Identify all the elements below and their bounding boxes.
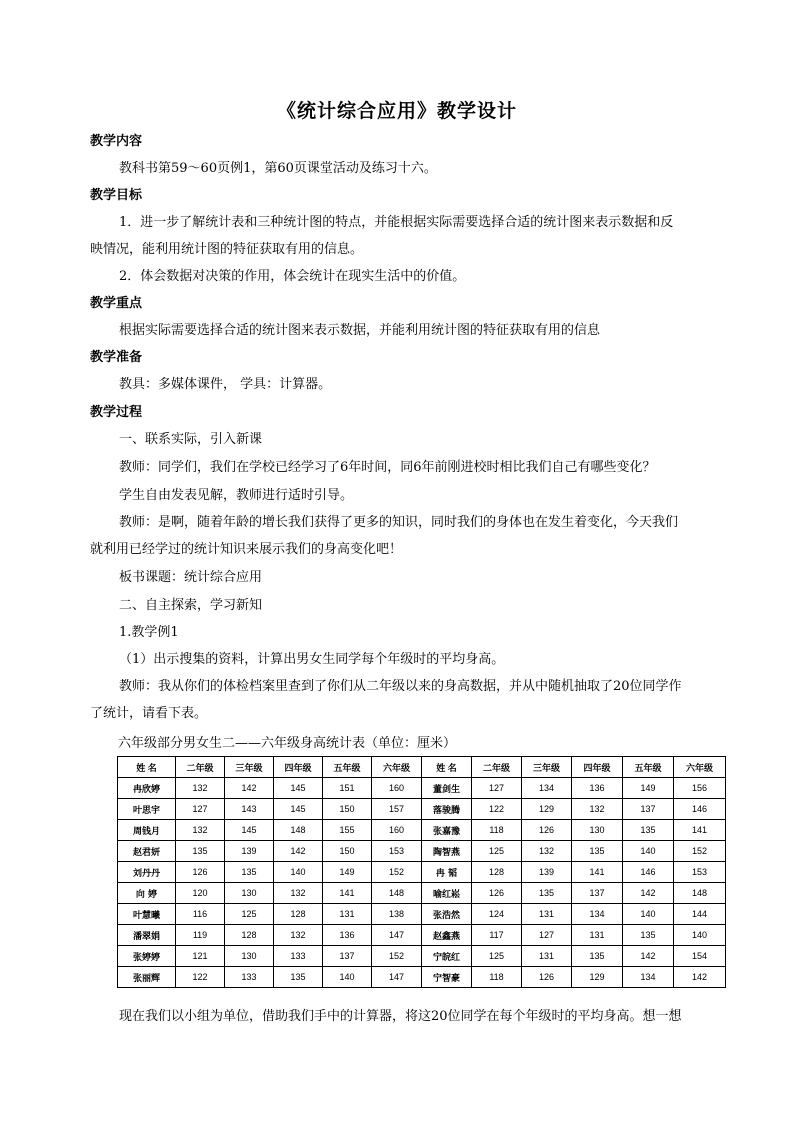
- student-name-cell: 张丽辉: [118, 967, 176, 988]
- height-value-cell: 128: [274, 904, 323, 925]
- height-value-cell: 154: [674, 946, 726, 967]
- student-name-cell: 陶智燕: [422, 841, 472, 862]
- height-value-cell: 135: [274, 967, 323, 988]
- height-value-cell: 155: [323, 820, 372, 841]
- heading-preparation: 教学准备: [90, 350, 143, 365]
- height-value-cell: 132: [176, 820, 225, 841]
- table-row: [118, 883, 726, 904]
- height-value-cell: 160: [372, 778, 422, 799]
- student-name-cell: 张嘉豫: [422, 820, 472, 841]
- height-value-cell: 142: [623, 883, 674, 904]
- table-header-cell: 姓 名: [118, 757, 176, 778]
- student-name-cell: 赵鑫燕: [422, 925, 472, 946]
- height-value-cell: 151: [323, 778, 372, 799]
- height-value-cell: 128: [225, 925, 274, 946]
- table-row: [118, 778, 726, 799]
- student-name-cell: 赵君妍: [118, 841, 176, 862]
- height-value-cell: 134: [572, 904, 623, 925]
- table-row: [118, 925, 726, 946]
- student-name-cell: 刘丹丹: [118, 862, 176, 883]
- student-name-cell: 喻红崧: [422, 883, 472, 904]
- height-value-cell: 140: [623, 841, 674, 862]
- height-value-cell: 131: [522, 904, 572, 925]
- process-example-1: 1.教学例1: [119, 625, 179, 640]
- height-value-cell: 135: [225, 862, 274, 883]
- height-value-cell: 126: [472, 883, 522, 904]
- table-header-cell: 三年级: [225, 757, 274, 778]
- height-value-cell: 144: [674, 904, 726, 925]
- height-value-cell: 140: [674, 925, 726, 946]
- height-value-cell: 122: [176, 967, 225, 988]
- height-value-cell: 126: [522, 820, 572, 841]
- height-value-cell: 129: [522, 799, 572, 820]
- heading-teaching-process: 教学过程: [90, 405, 143, 420]
- height-value-cell: 141: [572, 862, 623, 883]
- height-value-cell: 153: [372, 841, 422, 862]
- key-points-text: 根据实际需要选择合适的统计图来表示数据，并能利用统计图的特征获取有用的信息: [119, 323, 601, 338]
- goal-2: 2．体会数据对决策的作用，体会统计在现实生活中的价值。: [119, 269, 466, 284]
- height-value-cell: 142: [274, 841, 323, 862]
- table-header-cell: 六年级: [372, 757, 422, 778]
- height-value-cell: 135: [572, 946, 623, 967]
- table-header-cell: 三年级: [522, 757, 572, 778]
- process-paragraph-4-line2: 就利用已经学过的统计知识来展示我们的身高变化吧！: [90, 542, 403, 557]
- height-value-cell: 130: [225, 883, 274, 904]
- preparation-text: 教具：多媒体课件， 学具：计算器。: [119, 377, 332, 392]
- height-value-cell: 150: [323, 841, 372, 862]
- student-name-cell: 冉 韬: [422, 862, 472, 883]
- table-header-cell: 六年级: [674, 757, 726, 778]
- student-name-cell: 张浩然: [422, 904, 472, 925]
- height-value-cell: 124: [472, 904, 522, 925]
- height-value-cell: 145: [274, 778, 323, 799]
- height-value-cell: 133: [274, 946, 323, 967]
- height-value-cell: 135: [572, 841, 623, 862]
- height-value-cell: 118: [472, 820, 522, 841]
- height-value-cell: 156: [674, 778, 726, 799]
- height-value-cell: 141: [323, 883, 372, 904]
- height-value-cell: 135: [176, 841, 225, 862]
- height-value-cell: 132: [572, 799, 623, 820]
- table-body: [118, 778, 726, 988]
- height-value-cell: 134: [522, 778, 572, 799]
- table-header-row: [118, 757, 726, 778]
- height-value-cell: 130: [572, 820, 623, 841]
- table-caption: 六年级部分男女生二——六年级身高统计表（单位：厘米）: [118, 736, 457, 751]
- after-table-text: 现在我们以小组为单位，借助我们手中的计算器，将这20位同学在每个年级时的平均身高。想一想: [119, 1009, 682, 1024]
- height-value-cell: 118: [472, 967, 522, 988]
- height-value-cell: 132: [274, 883, 323, 904]
- height-value-cell: 135: [623, 820, 674, 841]
- student-name-cell: 叶思宇: [118, 799, 176, 820]
- student-name-cell: 宁智豪: [422, 967, 472, 988]
- table-header-cell: 姓 名: [422, 757, 472, 778]
- height-value-cell: 137: [323, 946, 372, 967]
- table-header-cell: 四年级: [274, 757, 323, 778]
- height-value-cell: 133: [225, 967, 274, 988]
- goal-1-line1: 1．进一步了解统计表和三种统计图的特点，并能根据实际需要选择合适的统计图来表示数据和反: [119, 215, 674, 230]
- heading-teaching-goals: 教学目标: [90, 188, 143, 203]
- table-header-cell: 四年级: [572, 757, 623, 778]
- process-paragraph-3: 学生自由发表见解，教师进行适时引导。: [119, 488, 354, 503]
- height-value-cell: 141: [674, 820, 726, 841]
- process-paragraph-9-line1: 教师：我从你们的体检档案里查到了你们从二年级以来的身高数据，并从中随机抽取了20位同学作: [119, 679, 682, 694]
- height-value-cell: 152: [674, 841, 726, 862]
- height-value-cell: 146: [623, 862, 674, 883]
- height-value-cell: 140: [323, 967, 372, 988]
- height-value-cell: 120: [176, 883, 225, 904]
- height-value-cell: 143: [225, 799, 274, 820]
- height-value-cell: 147: [372, 925, 422, 946]
- height-value-cell: 152: [372, 946, 422, 967]
- height-value-cell: 139: [225, 841, 274, 862]
- student-name-cell: 张婷婷: [118, 946, 176, 967]
- height-value-cell: 152: [372, 862, 422, 883]
- table-row: [118, 946, 726, 967]
- student-name-cell: 落骏腾: [422, 799, 472, 820]
- height-value-cell: 148: [372, 883, 422, 904]
- height-value-cell: 148: [274, 820, 323, 841]
- process-paragraph-2: 教师：同学们，我们在学校已经学习了6年时间，同6年前刚进校时相比我们自己有哪些变化？: [119, 460, 656, 475]
- height-value-cell: 127: [522, 925, 572, 946]
- goal-1-line2: 映情况，能利用统计图的特征获取有用的信息。: [90, 242, 364, 257]
- height-value-cell: 145: [274, 799, 323, 820]
- process-paragraph-8: （1）出示搜集的资料，计算出男女生同学每个年级时的平均身高。: [119, 652, 505, 667]
- height-value-cell: 142: [674, 967, 726, 988]
- height-value-cell: 135: [623, 925, 674, 946]
- student-name-cell: 董剑生: [422, 778, 472, 799]
- height-value-cell: 126: [522, 967, 572, 988]
- height-value-cell: 125: [472, 946, 522, 967]
- student-name-cell: 向 婷: [118, 883, 176, 904]
- process-paragraph-5: 板书课题：统计综合应用: [119, 570, 263, 585]
- table-header-cell: 二年级: [176, 757, 225, 778]
- height-value-cell: 132: [274, 925, 323, 946]
- height-value-cell: 140: [623, 904, 674, 925]
- height-value-cell: 131: [323, 904, 372, 925]
- height-value-cell: 131: [522, 946, 572, 967]
- process-paragraph-4-line1: 教师：是啊，随着年龄的增长我们获得了更多的知识，同时我们的身体也在发生着变化，今天我们: [119, 515, 679, 530]
- height-value-cell: 121: [176, 946, 225, 967]
- student-name-cell: 冉欣婷: [118, 778, 176, 799]
- height-value-cell: 153: [674, 862, 726, 883]
- student-name-cell: 宁皖红: [422, 946, 472, 967]
- height-value-cell: 149: [323, 862, 372, 883]
- height-value-cell: 127: [176, 799, 225, 820]
- table-row: [118, 820, 726, 841]
- height-value-cell: 130: [225, 946, 274, 967]
- height-value-cell: 116: [176, 904, 225, 925]
- process-step-1: 一、联系实际，引入新课: [119, 432, 263, 447]
- height-value-cell: 125: [472, 841, 522, 862]
- height-value-cell: 148: [674, 883, 726, 904]
- height-value-cell: 160: [372, 820, 422, 841]
- height-value-cell: 140: [274, 862, 323, 883]
- heading-key-points: 教学重点: [90, 296, 143, 311]
- height-value-cell: 128: [472, 862, 522, 883]
- height-value-cell: 125: [225, 904, 274, 925]
- height-value-cell: 142: [623, 946, 674, 967]
- height-value-cell: 147: [372, 967, 422, 988]
- table-header-cell: 五年级: [623, 757, 674, 778]
- height-value-cell: 150: [323, 799, 372, 820]
- height-value-cell: 137: [572, 883, 623, 904]
- table-row: [118, 862, 726, 883]
- height-statistics-table: [117, 756, 726, 988]
- height-value-cell: 136: [323, 925, 372, 946]
- student-name-cell: 叶慧曦: [118, 904, 176, 925]
- height-value-cell: 119: [176, 925, 225, 946]
- height-value-cell: 117: [472, 925, 522, 946]
- height-value-cell: 132: [522, 841, 572, 862]
- heading-teaching-content: 教学内容: [90, 134, 143, 149]
- height-value-cell: 139: [522, 862, 572, 883]
- table-row: [118, 967, 726, 988]
- height-value-cell: 127: [472, 778, 522, 799]
- height-value-cell: 136: [572, 778, 623, 799]
- table-row: [118, 841, 726, 862]
- table-row: [118, 799, 726, 820]
- height-value-cell: 131: [572, 925, 623, 946]
- height-value-cell: 149: [623, 778, 674, 799]
- process-step-2: 二、自主探索，学习新知: [119, 598, 263, 613]
- height-value-cell: 135: [522, 883, 572, 904]
- process-paragraph-9-line2: 了统计，请看下表。: [90, 706, 208, 721]
- height-value-cell: 142: [225, 778, 274, 799]
- teaching-content-text: 教科书第59～60页例1，第60页课堂活动及练习十六。: [119, 161, 437, 176]
- table-row: [118, 904, 726, 925]
- height-value-cell: 134: [623, 967, 674, 988]
- table-header-cell: 五年级: [323, 757, 372, 778]
- height-value-cell: 132: [176, 778, 225, 799]
- height-value-cell: 157: [372, 799, 422, 820]
- height-value-cell: 126: [176, 862, 225, 883]
- table-header-cell: 二年级: [472, 757, 522, 778]
- height-value-cell: 129: [572, 967, 623, 988]
- height-value-cell: 138: [372, 904, 422, 925]
- student-name-cell: 潘翠娟: [118, 925, 176, 946]
- height-value-cell: 137: [623, 799, 674, 820]
- document-title: 《统计综合应用》教学设计: [276, 100, 517, 122]
- height-value-cell: 122: [472, 799, 522, 820]
- student-name-cell: 周钱月: [118, 820, 176, 841]
- height-value-cell: 145: [225, 820, 274, 841]
- height-value-cell: 146: [674, 799, 726, 820]
